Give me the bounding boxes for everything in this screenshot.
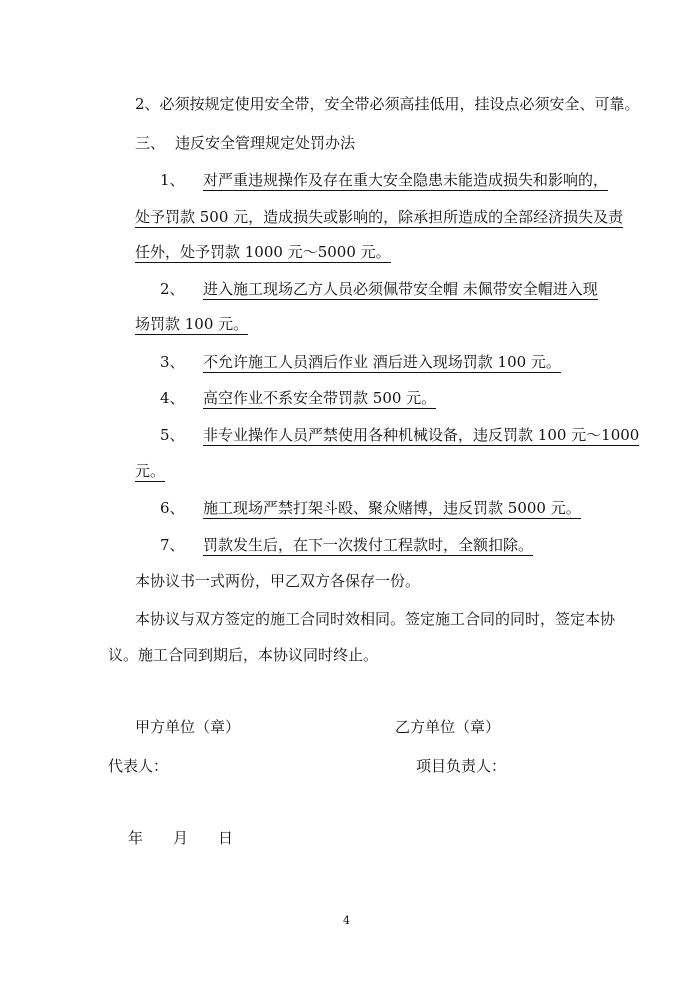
penalty-6-number: 6、	[160, 499, 185, 517]
penalty-6-line-1	[203, 498, 581, 518]
penalty-7-line-1	[203, 535, 533, 555]
penalty-2-text-1: 进入施工现场乙方人员必须佩带安全帽 未佩带安全帽进入现	[203, 280, 598, 298]
party-b-seal-label: 乙方单位（章）	[395, 718, 501, 736]
penalty-5-text-1: 非专业操作人员严禁使用各种机械设备，违反罚款 100 元～1000	[203, 426, 640, 444]
penalty-2-line-2	[135, 314, 248, 334]
penalty-2-line-1	[203, 279, 598, 299]
penalty-7-text-1: 罚款发生后，在下一次拨付工程款时，全额扣除。	[203, 536, 534, 554]
date-line: 年 月 日	[128, 829, 234, 847]
penalty-5-line-1	[203, 425, 639, 445]
penalty-7-number: 7、	[160, 536, 185, 554]
penalty-1-text-2: 处予罚款 500 元，造成损失或影响的，除承担所造成的全部经济损失及责	[135, 208, 624, 226]
penalty-2-number: 2、	[160, 280, 185, 298]
penalty-1-text-3: 任外，处予罚款 1000 元～5000 元。	[135, 243, 391, 261]
penalty-3-number: 3、	[160, 353, 185, 371]
penalty-1-line-2	[135, 207, 623, 227]
penalty-5-text-2: 元。	[135, 462, 166, 480]
section-3-number: 三、	[135, 134, 166, 152]
penalty-4-number: 4、	[160, 389, 185, 407]
penalty-1-text-1: 对严重违规操作及存在重大安全隐患未能造成损失和影响的，	[203, 171, 609, 189]
penalty-6-text-1: 施工现场严禁打架斗殴、聚众赌博，违反罚款 5000 元。	[203, 499, 581, 517]
party-a-seal-label: 甲方单位（章）	[135, 718, 241, 736]
validity-clause-line-1: 本协议与双方签定的施工合同时效相同。签定施工合同的同时，签定本协	[135, 610, 616, 628]
penalty-1-line-1	[203, 170, 608, 190]
penalty-1-number: 1、	[160, 171, 185, 189]
penalty-4-line-1	[203, 388, 436, 408]
safety-rule-2: 2、必须按规定使用安全带，安全带必须高挂低用，挂设点必须安全、可靠。	[135, 95, 640, 113]
page-number: 4	[343, 914, 350, 927]
penalty-5-line-2	[135, 461, 165, 481]
penalty-3-text-1: 不允许施工人员酒后作业 酒后进入现场罚款 100 元。	[203, 353, 561, 371]
penalty-5-number: 5、	[160, 426, 185, 444]
penalty-1-line-3	[135, 242, 391, 262]
validity-clause-line-2: 议。施工合同到期后，本协议同时终止。	[108, 646, 379, 664]
penalty-2-text-2: 场罚款 100 元。	[135, 315, 249, 333]
representative-label: 代表人：	[108, 757, 169, 775]
penalty-3-line-1	[203, 352, 561, 372]
project-manager-label: 项目负责人：	[416, 757, 507, 775]
copies-note: 本协议书一式两份，甲乙双方各保存一份。	[135, 572, 421, 590]
penalty-4-text-1: 高空作业不系安全带罚款 500 元。	[203, 389, 437, 407]
section-3-title: 违反安全管理规定处罚办法	[175, 134, 356, 152]
